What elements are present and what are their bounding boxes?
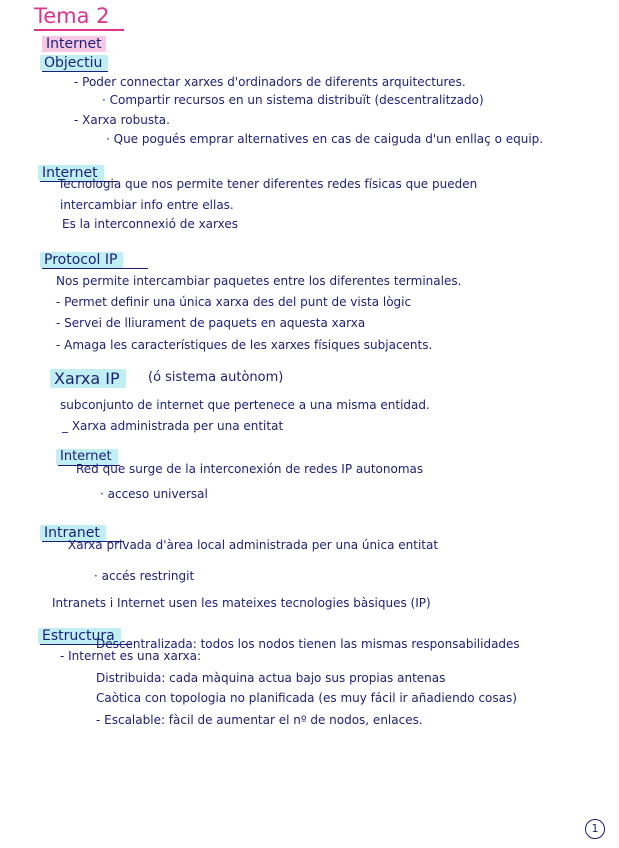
heading-estructura: Estructura xyxy=(38,628,121,644)
internet-line-3: Es la interconnexió de xarxes xyxy=(62,217,239,231)
title-underline xyxy=(34,29,124,31)
xarxa-line-2: _ Xarxa administrada per una entitat xyxy=(62,419,284,433)
objective-line-1: - Poder connectar xarxes d'ordinadors de diferents arquitectures. xyxy=(74,75,466,89)
internet-line-1: Tecnologia que nos permite tener diferentes redes físicas que pueden xyxy=(58,177,478,191)
protocol-line-4: - Amaga les característiques de les xarxes físiques subjacents. xyxy=(56,338,433,352)
heading-intranet: Intranet xyxy=(40,525,106,541)
heading-underline xyxy=(42,268,148,269)
structure-line-5: - Escalable: fàcil de aumentar el nº de nodos, enlaces. xyxy=(96,713,423,727)
intranet-line-2: · accés restringit xyxy=(94,569,195,583)
internet2-line-2: · acceso universal xyxy=(100,487,208,501)
intranet-line-1: Xarxa privada d'àrea local administrada per una única entitat xyxy=(68,538,439,552)
objective-line-2: - Xarxa robusta. xyxy=(74,113,170,127)
heading-internet-2: Internet xyxy=(56,449,118,465)
internet2-line-1: Red que surge de la interconexión de redes IP autonomas xyxy=(76,462,424,476)
heading-internet: Internet xyxy=(38,165,104,181)
internet-line-2: intercambiar info entre ellas. xyxy=(60,198,234,212)
protocol-line-3: - Servei de lliurament de paquets en aquesta xarxa xyxy=(56,316,366,330)
heading-xarxa-ip-note: (ó sistema autònom) xyxy=(148,370,284,385)
structure-line-3: Distribuida: cada màquina actua bajo sus propias antenas xyxy=(96,671,446,685)
page-title: Tema 2 xyxy=(34,4,110,28)
objective-line-2a: · Que pogués emprar alternatives en cas de caiguda d'un enllaç o equip. xyxy=(106,132,544,146)
structure-line-4: Caòtica con topologia no planificada (es muy fácil ir añadiendo cosas) xyxy=(96,691,517,705)
heading-xarxa-ip: Xarxa IP xyxy=(50,369,126,388)
page-number: 1 xyxy=(585,819,605,839)
protocol-line-1: Nos permite intercambiar paquetes entre los diferentes terminales. xyxy=(56,274,462,288)
intranet-line-3: Intranets i Internet usen les mateixes tecnologies bàsiques (IP) xyxy=(52,596,431,610)
heading-underline xyxy=(42,71,108,72)
protocol-line-2: - Permet definir una única xarxa des del punt de vista lògic xyxy=(56,295,412,309)
heading-protocol-ip: Protocol IP xyxy=(40,252,123,268)
heading-objectiu: Objectiu xyxy=(40,55,108,71)
xarxa-line-1: subconjunto de internet que pertenece a una misma entidad. xyxy=(60,398,430,412)
structure-line-1: - Internet es una xarxa: xyxy=(60,649,201,663)
heading-internet-top: Internet xyxy=(42,36,106,52)
objective-line-1a: · Compartir recursos en un sistema distribuït (descentralitzado) xyxy=(102,93,484,107)
structure-line-2: Descentralizada: todos los nodos tienen las mismas responsabilidades xyxy=(96,637,520,651)
